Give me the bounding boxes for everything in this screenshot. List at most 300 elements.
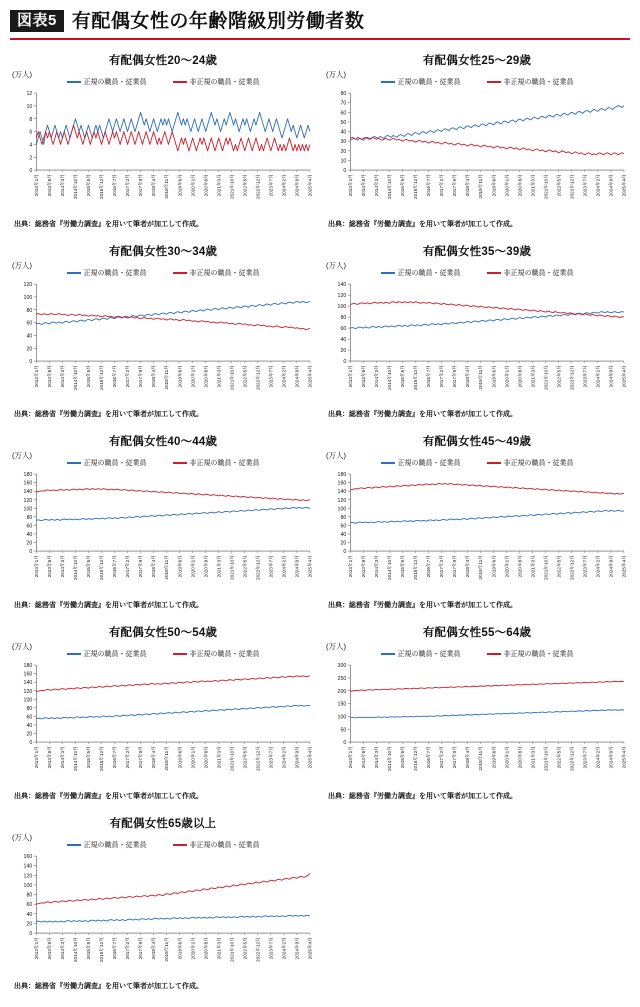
legend-item-nonregular [173, 77, 260, 87]
x-tick-label: 2023年7月 [268, 364, 274, 388]
chart-source-note: 出典：総務省『労働力調査』を用いて筆者が加工して作成。 [14, 411, 203, 419]
x-tick-label: 2013年1月 [347, 746, 353, 769]
x-tick-label: 2019年6月 [177, 936, 183, 960]
x-tick-label: 2017年9月 [452, 746, 458, 769]
y-axis-unit-label: (万人) [326, 70, 346, 79]
legend-swatch-regular [67, 844, 81, 846]
x-tick-label: 2015年5月 [400, 746, 406, 769]
chart-source-note: 出典：総務省『労働力調査』を用いて筆者が加工して作成。 [328, 602, 517, 610]
svg-text:20: 20 [26, 921, 33, 928]
x-tick-label: 2025年4月 [307, 936, 313, 960]
chart-legend [324, 268, 630, 278]
legend-item-regular [381, 649, 461, 659]
chart-plot-area [324, 278, 630, 408]
x-tick-label: 2014年10月 [387, 746, 393, 772]
x-tick-label: 2015年5月 [86, 174, 92, 197]
x-tick-label: 2015年5月 [86, 364, 92, 388]
x-tick-label: 2015年12月 [99, 174, 105, 199]
svg-text:80: 80 [26, 892, 33, 899]
chart-panel [6, 616, 320, 807]
legend-swatch-nonregular [487, 462, 501, 464]
x-tick-label: 2024年2月 [281, 555, 287, 578]
series-line [350, 511, 624, 524]
svg-text:40: 40 [340, 129, 347, 136]
x-tick-label: 2023年7月 [582, 555, 588, 578]
svg-text:0: 0 [343, 168, 347, 175]
x-tick-label: 2025年4月 [621, 746, 627, 769]
x-tick-label: 2013年8月 [361, 746, 367, 769]
x-tick-label: 2015年5月 [400, 174, 406, 197]
x-tick-label: 2016年7月 [112, 364, 118, 388]
chart-plot-area [324, 659, 630, 789]
x-tick-label: 2020年1月 [190, 746, 196, 769]
x-tick-label: 2017年9月 [138, 555, 144, 578]
series-line [350, 106, 624, 141]
x-tick-label: 2014年3月 [60, 746, 66, 769]
legend-swatch-regular [67, 272, 81, 274]
x-tick-label: 2014年3月 [374, 174, 380, 197]
x-tick-label: 2021年10月 [543, 364, 549, 390]
svg-text:30: 30 [340, 139, 347, 146]
series-line [36, 915, 310, 922]
x-tick-label: 2020年8月 [203, 364, 209, 388]
x-tick-label: 2018年4月 [465, 555, 471, 578]
series-line [350, 301, 624, 317]
chart-title: 有配偶女性20〜24歳 [108, 55, 218, 67]
x-tick-label: 2014年10月 [73, 746, 79, 772]
legend-item-nonregular [173, 268, 260, 278]
svg-text:120: 120 [23, 498, 33, 505]
x-tick-label: 2019年6月 [491, 746, 497, 769]
svg-text:100: 100 [337, 506, 347, 513]
x-tick-label: 2017年2月 [439, 555, 445, 578]
svg-text:300: 300 [337, 663, 347, 670]
x-tick-label: 2023年7月 [582, 364, 588, 388]
x-tick-label: 2016年7月 [426, 746, 432, 769]
svg-text:160: 160 [23, 671, 33, 678]
chart-source-note: 出典：総務省『労働力調査』を用いて筆者が加工して作成。 [328, 411, 517, 419]
x-tick-label: 2023年7月 [268, 746, 274, 769]
x-tick-label: 2018年4月 [151, 746, 157, 769]
x-tick-label: 2015年5月 [86, 555, 92, 578]
legend-swatch-nonregular [173, 272, 187, 274]
x-tick-label: 2013年1月 [33, 174, 39, 197]
svg-text:50: 50 [340, 119, 347, 126]
x-tick-label: 2014年3月 [60, 555, 66, 578]
x-tick-label: 2016年7月 [112, 746, 118, 769]
chart-plot-area [10, 850, 316, 980]
x-tick-label: 2024年9月 [608, 364, 614, 388]
svg-text:0: 0 [343, 740, 347, 747]
y-axis-unit-label: (万人) [326, 451, 346, 461]
svg-text:120: 120 [23, 688, 33, 695]
x-tick-label: 2022年12月 [569, 174, 575, 199]
legend-swatch-regular [67, 653, 81, 655]
x-tick-label: 2022年12月 [255, 555, 261, 581]
chart-source-note: 出典：総務省『労働力調査』を用いて筆者が加工して作成。 [14, 792, 203, 800]
x-tick-label: 2013年1月 [347, 174, 353, 197]
svg-text:0: 0 [29, 168, 33, 175]
svg-text:80: 80 [340, 515, 347, 522]
legend-item-nonregular [487, 458, 574, 468]
svg-text:20: 20 [26, 731, 33, 738]
legend-swatch-regular [381, 653, 395, 655]
legend-item-regular [381, 458, 461, 468]
x-tick-label: 2015年12月 [413, 174, 419, 199]
svg-text:120: 120 [23, 281, 33, 288]
legend-label-regular: 正規の職員・従業員 [397, 651, 461, 659]
x-tick-label: 2016年7月 [426, 364, 432, 388]
svg-text:40: 40 [340, 336, 347, 343]
svg-text:0: 0 [29, 549, 33, 556]
x-tick-label: 2024年2月 [281, 936, 287, 960]
x-tick-label: 2024年9月 [294, 936, 300, 960]
svg-text:2: 2 [29, 155, 33, 162]
legend-label-regular: 正規の職員・従業員 [83, 841, 147, 849]
x-tick-label: 2014年3月 [60, 174, 66, 197]
chart-panel [6, 44, 320, 235]
x-tick-label: 2022年5月 [242, 174, 248, 197]
legend-item-nonregular [173, 840, 260, 850]
x-tick-label: 2021年3月 [530, 746, 536, 769]
chart-legend [324, 458, 630, 468]
chart-panel [320, 425, 634, 616]
x-tick-label: 2017年9月 [452, 555, 458, 578]
legend-item-regular [381, 77, 461, 87]
series-line [350, 137, 624, 154]
chart-canvas [324, 659, 630, 789]
x-tick-label: 2025年4月 [307, 746, 313, 769]
chart-legend [10, 458, 316, 468]
x-tick-label: 2017年2月 [439, 746, 445, 769]
chart-legend [10, 77, 316, 87]
x-tick-label: 2014年10月 [73, 364, 79, 390]
svg-text:100: 100 [23, 697, 33, 704]
x-tick-label: 2013年1月 [33, 936, 39, 960]
legend-swatch-nonregular [487, 653, 501, 655]
legend-label-regular: 正規の職員・従業員 [83, 269, 147, 277]
svg-text:80: 80 [340, 314, 347, 321]
x-tick-label: 2024年9月 [294, 364, 300, 388]
x-tick-label: 2018年4月 [151, 936, 157, 960]
legend-item-nonregular [487, 77, 574, 87]
x-tick-label: 2021年10月 [229, 936, 235, 962]
x-tick-label: 2024年2月 [595, 746, 601, 769]
x-tick-label: 2020年8月 [203, 936, 209, 960]
x-tick-label: 2017年2月 [125, 174, 131, 197]
x-tick-label: 2017年2月 [125, 746, 131, 769]
x-tick-label: 2013年1月 [347, 555, 353, 578]
legend-swatch-nonregular [173, 653, 187, 655]
x-tick-label: 2015年12月 [413, 746, 419, 772]
svg-text:140: 140 [23, 680, 33, 687]
svg-text:10: 10 [340, 158, 347, 165]
x-tick-label: 2017年9月 [138, 936, 144, 960]
chart-canvas [10, 87, 316, 217]
chart-plot-area [10, 278, 316, 408]
x-tick-label: 2024年9月 [294, 174, 300, 197]
x-tick-label: 2022年5月 [242, 746, 248, 769]
x-tick-label: 2013年1月 [33, 555, 39, 578]
legend-item-nonregular [173, 649, 260, 659]
series-line [36, 676, 310, 692]
svg-text:80: 80 [340, 91, 347, 98]
x-tick-label: 2014年3月 [60, 364, 66, 388]
header-divider [10, 38, 630, 40]
svg-text:100: 100 [337, 714, 347, 721]
chart-plot-area [10, 87, 316, 217]
series-line [36, 301, 310, 324]
x-tick-label: 2020年1月 [504, 364, 510, 388]
x-tick-label: 2017年2月 [439, 174, 445, 197]
legend-label-regular: 正規の職員・従業員 [83, 651, 147, 659]
x-tick-label: 2018年11月 [478, 364, 484, 390]
svg-text:60: 60 [340, 110, 347, 117]
series-line [350, 681, 624, 691]
x-tick-label: 2019年6月 [177, 746, 183, 769]
svg-text:40: 40 [26, 723, 33, 730]
svg-text:4: 4 [29, 142, 33, 149]
svg-text:140: 140 [337, 489, 347, 496]
x-tick-label: 2020年1月 [190, 936, 196, 960]
svg-text:100: 100 [23, 882, 33, 889]
x-tick-label: 2017年9月 [452, 364, 458, 388]
x-tick-label: 2014年10月 [73, 174, 79, 199]
svg-text:160: 160 [337, 481, 347, 488]
x-tick-label: 2022年5月 [242, 936, 248, 960]
series-line [350, 710, 624, 718]
x-tick-label: 2022年5月 [556, 174, 562, 197]
x-tick-label: 2020年1月 [190, 174, 196, 197]
figure-badge: 図表5 [10, 10, 64, 32]
x-tick-label: 2015年12月 [413, 364, 419, 390]
chart-title: 有配偶女性50〜54歳 [108, 627, 218, 640]
chart-legend [324, 649, 630, 659]
x-tick-label: 2023年7月 [268, 936, 274, 960]
x-tick-label: 2014年10月 [73, 555, 79, 581]
svg-text:140: 140 [337, 281, 347, 288]
chart-legend [10, 268, 316, 278]
legend-swatch-regular [67, 462, 81, 464]
x-tick-label: 2022年12月 [255, 364, 261, 390]
svg-text:20: 20 [340, 347, 347, 354]
x-tick-label: 2019年6月 [491, 364, 497, 388]
svg-text:100: 100 [337, 303, 347, 310]
svg-text:160: 160 [23, 853, 33, 860]
x-tick-label: 2021年3月 [216, 174, 222, 197]
x-tick-label: 2021年3月 [216, 364, 222, 388]
x-tick-label: 2024年2月 [281, 746, 287, 769]
x-tick-label: 2024年2月 [281, 364, 287, 388]
x-tick-label: 2018年4月 [151, 555, 157, 578]
svg-text:20: 20 [26, 540, 33, 547]
x-tick-label: 2013年1月 [33, 364, 39, 388]
x-tick-label: 2022年12月 [569, 364, 575, 390]
x-tick-label: 2020年1月 [504, 174, 510, 197]
svg-text:160: 160 [23, 481, 33, 488]
legend-label-regular: 正規の職員・従業員 [83, 460, 147, 468]
charts-grid [0, 44, 640, 997]
x-tick-label: 2020年8月 [517, 174, 523, 197]
svg-text:250: 250 [337, 676, 347, 683]
x-tick-label: 2023年7月 [582, 174, 588, 197]
chart-title: 有配偶女性30〜34歳 [108, 245, 218, 258]
legend-label-nonregular: 非正規の職員・従業員 [503, 651, 574, 659]
svg-text:60: 60 [26, 714, 33, 721]
x-tick-label: 2017年9月 [452, 174, 458, 197]
x-tick-label: 2018年11月 [478, 174, 484, 199]
series-line [36, 705, 310, 719]
svg-text:120: 120 [337, 292, 347, 299]
svg-text:70: 70 [340, 100, 347, 107]
x-tick-label: 2013年8月 [47, 364, 53, 388]
x-tick-label: 2021年10月 [543, 174, 549, 199]
chart-source-note: 出典：総務省『労働力調査』を用いて筆者が加工して作成。 [14, 220, 203, 228]
x-tick-label: 2019年6月 [491, 555, 497, 578]
x-tick-label: 2021年3月 [216, 555, 222, 578]
x-tick-label: 2021年10月 [543, 746, 549, 772]
svg-text:8: 8 [29, 116, 33, 123]
x-tick-label: 2022年12月 [255, 936, 261, 962]
x-tick-label: 2015年12月 [99, 746, 105, 772]
chart-source-note: 出典：総務省『労働力調査』を用いて筆者が加工して作成。 [14, 983, 203, 991]
chart-panel [6, 425, 320, 616]
x-tick-label: 2017年9月 [138, 174, 144, 197]
page-title: 有配偶女性の年齢階級別労働者数 [71, 10, 365, 32]
legend-label-nonregular: 非正規の職員・従業員 [189, 79, 260, 86]
x-tick-label: 2022年12月 [569, 555, 575, 581]
chart-plot-area [10, 659, 316, 789]
x-tick-label: 2022年5月 [556, 555, 562, 578]
svg-text:180: 180 [23, 472, 33, 479]
x-tick-label: 2016年7月 [426, 174, 432, 197]
legend-swatch-nonregular [173, 81, 187, 83]
chart-panel [320, 44, 634, 235]
svg-text:0: 0 [29, 740, 33, 747]
legend-label-nonregular: 非正規の職員・従業員 [189, 460, 260, 468]
x-tick-label: 2025年4月 [307, 555, 313, 578]
chart-title: 有配偶女性25〜29歳 [422, 55, 532, 67]
svg-text:0: 0 [29, 358, 33, 365]
chart-canvas [324, 468, 630, 598]
x-tick-label: 2014年3月 [374, 364, 380, 388]
svg-text:120: 120 [23, 873, 33, 880]
legend-item-regular [67, 649, 147, 659]
x-tick-label: 2013年8月 [47, 936, 53, 960]
x-tick-label: 2016年7月 [112, 174, 118, 197]
x-tick-label: 2022年12月 [569, 746, 575, 772]
x-tick-label: 2014年3月 [374, 555, 380, 578]
x-tick-label: 2025年4月 [621, 364, 627, 388]
series-line [350, 484, 624, 495]
series-line [36, 112, 310, 144]
x-tick-label: 2021年3月 [530, 555, 536, 578]
x-tick-label: 2021年3月 [530, 174, 536, 197]
series-line [350, 311, 624, 328]
legend-item-nonregular [487, 268, 574, 278]
x-tick-label: 2024年2月 [595, 555, 601, 578]
svg-text:20: 20 [340, 540, 347, 547]
legend-swatch-regular [381, 272, 395, 274]
x-tick-label: 2024年2月 [595, 174, 601, 197]
x-tick-label: 2018年4月 [151, 364, 157, 388]
x-tick-label: 2021年10月 [229, 555, 235, 581]
x-tick-label: 2021年3月 [530, 364, 536, 388]
svg-text:12: 12 [26, 91, 33, 98]
x-tick-label: 2019年6月 [491, 174, 497, 197]
legend-label-regular: 正規の職員・従業員 [83, 79, 147, 86]
svg-text:180: 180 [337, 472, 347, 479]
x-tick-label: 2020年1月 [504, 555, 510, 578]
svg-text:180: 180 [23, 663, 33, 670]
x-tick-label: 2020年1月 [504, 746, 510, 769]
chart-plot-area [10, 468, 316, 598]
svg-text:60: 60 [26, 320, 33, 327]
svg-text:40: 40 [26, 532, 33, 539]
x-tick-label: 2017年2月 [125, 364, 131, 388]
x-tick-label: 2017年9月 [138, 746, 144, 769]
x-tick-label: 2018年11月 [478, 746, 484, 771]
svg-text:20: 20 [26, 345, 33, 352]
x-tick-label: 2013年8月 [361, 555, 367, 578]
x-tick-label: 2015年12月 [413, 555, 419, 581]
x-tick-label: 2016年7月 [426, 555, 432, 578]
chart-canvas [10, 468, 316, 598]
x-tick-label: 2025年4月 [621, 555, 627, 578]
figure-header [0, 0, 640, 38]
x-tick-label: 2022年5月 [242, 555, 248, 578]
x-tick-label: 2020年8月 [203, 174, 209, 197]
legend-label-nonregular: 非正規の職員・従業員 [503, 79, 574, 86]
x-tick-label: 2021年10月 [229, 746, 235, 772]
legend-item-nonregular [487, 649, 574, 659]
x-tick-label: 2024年9月 [294, 746, 300, 769]
x-tick-label: 2016年7月 [112, 555, 118, 578]
x-tick-label: 2021年3月 [216, 936, 222, 960]
svg-text:10: 10 [26, 103, 33, 110]
svg-text:80: 80 [26, 705, 33, 712]
legend-item-regular [67, 268, 147, 278]
y-axis-unit-label: (万人) [326, 260, 346, 270]
legend-item-regular [67, 840, 147, 850]
x-tick-label: 2013年8月 [47, 174, 53, 197]
x-tick-label: 2014年10月 [73, 936, 79, 962]
chart-canvas [324, 278, 630, 408]
x-tick-label: 2020年8月 [203, 555, 209, 578]
x-tick-label: 2019年6月 [177, 364, 183, 388]
x-tick-label: 2022年5月 [556, 364, 562, 388]
chart-source-note: 出典：総務省『労働力調査』を用いて筆者が加工して作成。 [328, 792, 517, 800]
x-tick-label: 2015年5月 [400, 555, 406, 578]
svg-text:150: 150 [337, 701, 347, 708]
legend-swatch-nonregular [487, 81, 501, 83]
chart-canvas [10, 278, 316, 408]
x-tick-label: 2015年5月 [86, 936, 92, 960]
svg-text:60: 60 [26, 523, 33, 530]
x-tick-label: 2018年4月 [465, 174, 471, 197]
svg-text:6: 6 [29, 129, 33, 136]
x-tick-label: 2018年11月 [164, 555, 170, 581]
x-tick-label: 2021年10月 [543, 555, 549, 581]
legend-swatch-regular [67, 81, 81, 83]
chart-source-note: 出典：総務省『労働力調査』を用いて筆者が加工して作成。 [328, 220, 517, 228]
svg-text:0: 0 [343, 549, 347, 556]
x-tick-label: 2021年10月 [229, 174, 235, 199]
svg-text:60: 60 [340, 523, 347, 530]
x-tick-label: 2015年5月 [86, 746, 92, 769]
x-tick-label: 2019年6月 [177, 174, 183, 197]
x-tick-label: 2022年12月 [255, 746, 261, 772]
